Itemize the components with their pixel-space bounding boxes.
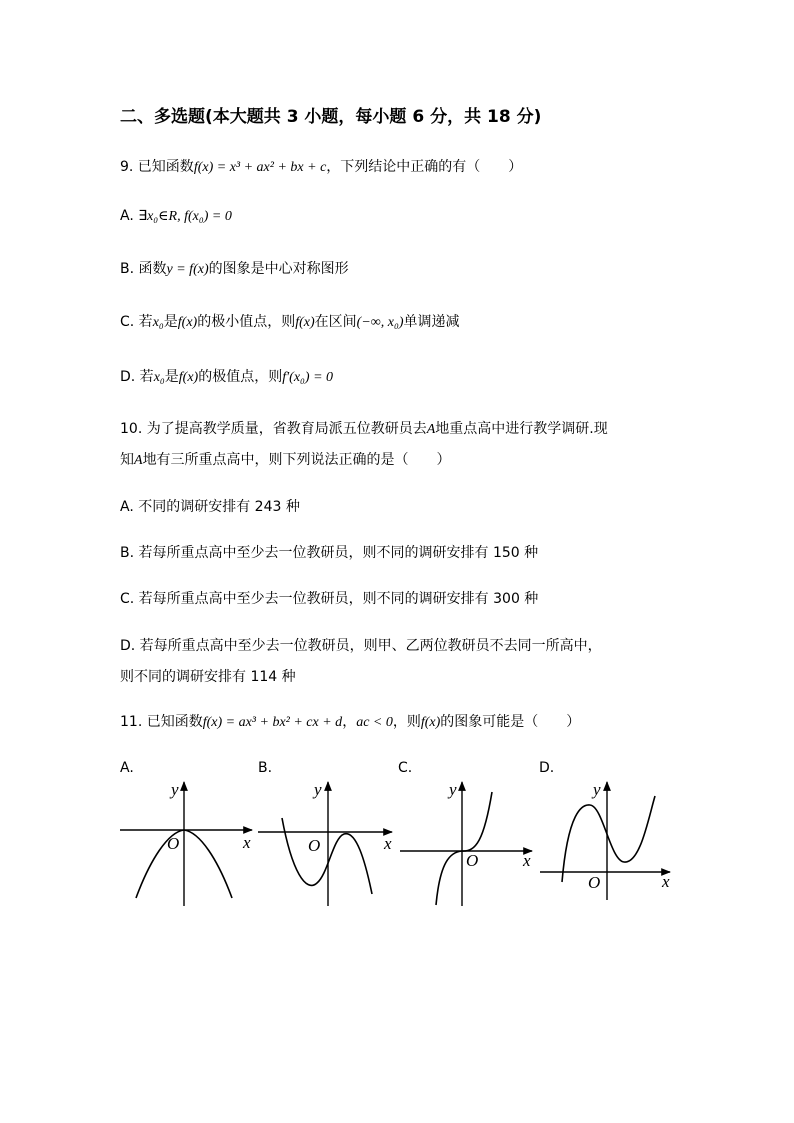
- q9-prefix: 9. 已知函数: [120, 159, 194, 175]
- q10-option-a[interactable]: A. 不同的调研安排有 243 种: [120, 499, 300, 515]
- graph-c-origin: O: [466, 851, 479, 870]
- q11-cond: ac < 0: [356, 715, 393, 730]
- q11-option-a-label[interactable]: A.: [120, 760, 134, 776]
- q11-formula: f(x) = ax³ + bx² + cx + d: [202, 715, 343, 730]
- q11-suffix: 的图象可能是（ ）: [440, 714, 581, 730]
- graph-a-y-label: y: [171, 780, 179, 799]
- q9-option-c-f4: (−∞, x₀): [356, 315, 404, 330]
- graph-c-x-label: x: [523, 851, 531, 870]
- q11-option-c-label[interactable]: C.: [398, 760, 413, 776]
- section-heading: 二、多选题(本大题共 3 小题，每小题 6 分，共 18 分): [120, 107, 542, 127]
- q9-option-c-f1: x₀: [152, 315, 164, 330]
- q10-line2-var: A: [134, 453, 143, 468]
- q9-option-c-label: C. 若: [120, 314, 153, 330]
- graph-d-y-label: y: [593, 780, 601, 799]
- q9-option-d-t1: 是: [164, 369, 179, 385]
- q11-option-d-label[interactable]: D.: [539, 760, 555, 776]
- q9-option-b-text: 的图象是中心对称图形: [208, 261, 349, 277]
- q9-option-d-t2: 的极值点，则: [198, 369, 283, 385]
- graph-d-x-label: x: [662, 872, 670, 891]
- q9-option-d-f1: x₀: [153, 370, 165, 385]
- q9-option-a-formula: x₀∈R, f(x₀) = 0: [147, 209, 232, 224]
- q10-line1-var: A: [426, 422, 436, 437]
- q11-mid: ，: [342, 714, 357, 730]
- q9-suffix: ，下列结论中正确的有（ ）: [326, 159, 523, 175]
- q9-option-d-f3: f′(x₀) = 0: [282, 370, 334, 385]
- graph-b-x-label: x: [384, 834, 392, 853]
- q10-line2-a: 知: [120, 452, 134, 468]
- q10-line1-b: 地重点高中进行教学调研.现: [435, 421, 608, 437]
- q11-option-b-label[interactable]: B.: [258, 760, 273, 776]
- q9-option-c-f2: f(x): [177, 315, 198, 330]
- q9-option-c-t2: 的极小值点，则: [197, 314, 296, 330]
- graph-b-y-label: y: [314, 780, 322, 799]
- q9-option-b-label: B. 函数: [120, 261, 167, 277]
- q9-option-c-t1: 是: [163, 314, 178, 330]
- q9-option-c-t4: 单调递减: [403, 314, 460, 330]
- q11-prefix: 11. 已知函数: [120, 714, 203, 730]
- q10-option-b[interactable]: B. 若每所重点高中至少去一位教研员，则不同的调研安排有 150 种: [120, 545, 539, 561]
- q9-option-d-label: D. 若: [120, 369, 154, 385]
- q10-line2-b: 地有三所重点高中，则下列说法正确的是（ ）: [142, 452, 451, 468]
- q10-option-d-line2: 则不同的调研安排有 114 种: [120, 669, 296, 685]
- q9-formula: f(x) = x³ + ax² + bx + c: [193, 160, 327, 175]
- graph-d-origin: O: [588, 873, 601, 892]
- graph-b-origin: O: [308, 836, 321, 855]
- q11-mid2: ，则: [392, 714, 421, 730]
- q9-option-b-formula: y = f(x): [166, 262, 209, 277]
- q10-line1-a: 10. 为了提高教学质量，省教育局派五位教研员去: [120, 421, 427, 437]
- graph-c-y-label: y: [449, 780, 457, 799]
- q11-f: f(x): [420, 715, 441, 730]
- graph-a-x-label: x: [243, 833, 251, 852]
- q10-option-d-line1[interactable]: D. 若每所重点高中至少去一位教研员，则甲、乙两位教研员不去同一所高中，: [120, 638, 602, 654]
- graph-d-curve: [562, 796, 655, 882]
- q10-option-c[interactable]: C. 若每所重点高中至少去一位教研员，则不同的调研安排有 300 种: [120, 591, 539, 607]
- graph-a-origin: O: [167, 834, 180, 853]
- q9-option-c-t3: 在区间: [314, 314, 357, 330]
- q9-option-d-f2: f(x): [178, 370, 199, 385]
- q9-option-c-f3: f(x): [295, 315, 315, 330]
- q9-option-a-label: A. ∃: [120, 208, 148, 224]
